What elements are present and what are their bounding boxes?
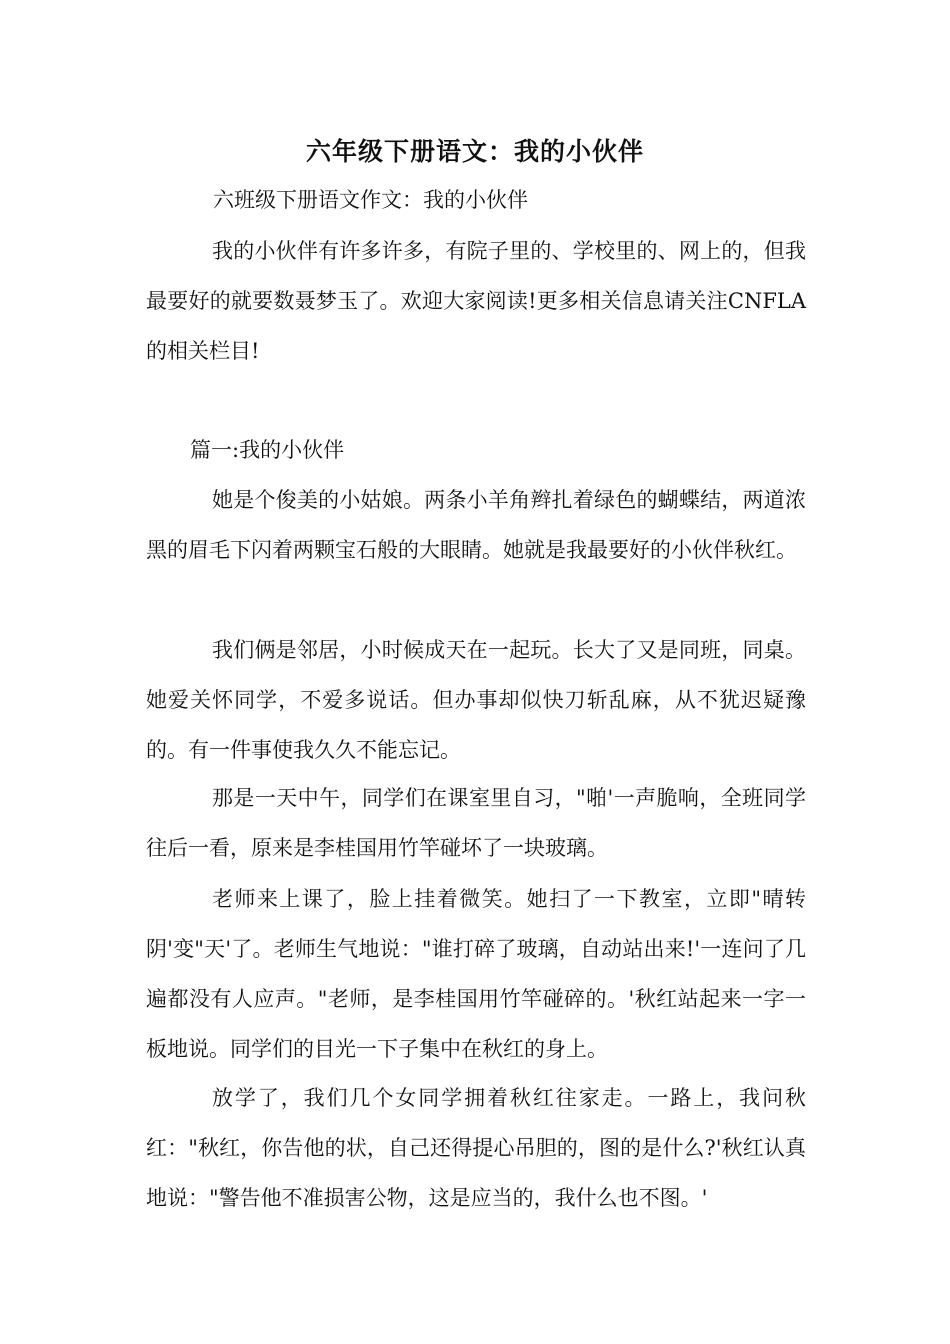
document-title: 六年级下册语文：我的小伙伴 — [305, 137, 644, 166]
body-paragraph-4: 老师来上课了，脸上挂着微笑。她扫了一下教室，立即"晴转阴'变"天'了。老师生气地说："谁打碎了玻璃，自动站出来!'一连问了几遍都没有人应声。"老师，是李桂国用竹竿碰碎的。'秋红站起来一字一板地说。同学们的目光一下子集中在秋红的身上。 — [146, 887, 806, 1061]
body-paragraph-2: 我们俩是邻居，小时候成天在一起玩。长大了又是同班，同桌。她爱关怀同学，不爱多说话。但办事却似快刀斩乱麻，从不犹迟疑豫的。有一件事使我久久不能忘记。 — [146, 638, 806, 762]
section-heading: 篇一:我的小伙伴 — [190, 438, 345, 462]
body-paragraph-3: 那是一天中午，同学们在课室里自习，"啪'一声脆响，全班同学往后一看，原来是李桂国用竹竿碰坏了一块玻璃。 — [146, 786, 806, 860]
document-subtitle: 六班级下册语文作文：我的小伙伴 — [213, 188, 528, 212]
body-paragraph-1: 她是个俊美的小姑娘。两条小羊角辫扎着绿色的蝴蝶结，两道浓黑的眉毛下闪着两颗宝石般的大眼睛。她就是我最要好的小伙伴秋红。 — [146, 488, 806, 562]
intro-paragraph: 我的小伙伴有许多许多，有院子里的、学校里的、网上的，但我最要好的就要数聂梦玉了。欢迎大家阅读!更多相关信息请关注CNFLA的相关栏目! — [146, 239, 806, 363]
body-paragraph-5: 放学了，我们几个女同学拥着秋红往家走。一路上，我问秋红："秋红，你告他的状，自己还得提心吊胆的，图的是什么?'秋红认真地说："警告他不准损害公物，这是应当的，我什么也不图。' — [146, 1086, 806, 1210]
